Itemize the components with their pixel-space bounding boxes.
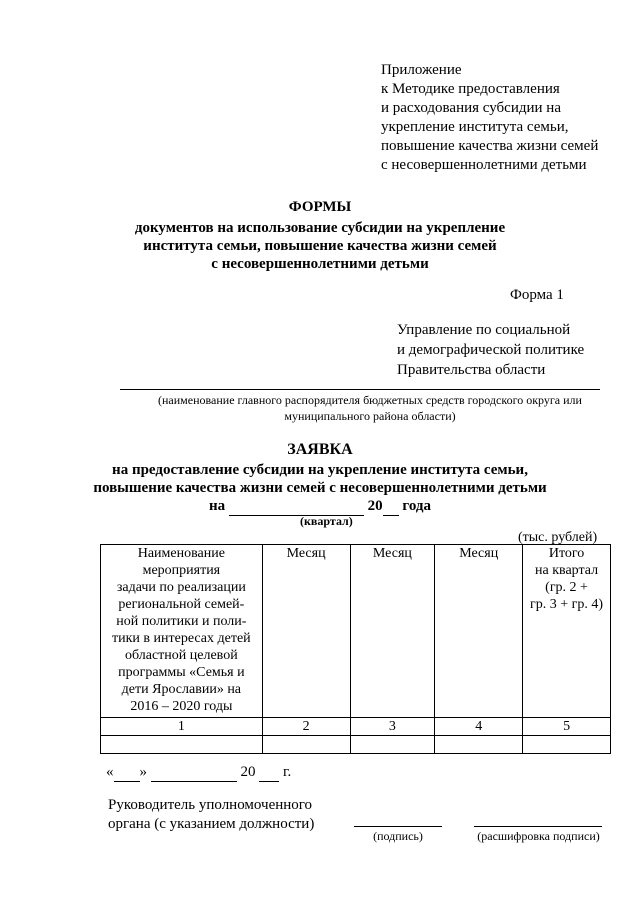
addressee-line: Управление по социальной xyxy=(397,322,571,338)
date-year-blank[interactable] xyxy=(259,764,279,782)
addressee-line: и демографической политике xyxy=(397,342,585,358)
appendix-block xyxy=(381,61,598,175)
table-header-row xyxy=(101,545,611,718)
forms-subtitle xyxy=(0,219,640,273)
application-line: на предоставление субсидии на укрепление института семьи, xyxy=(112,462,528,478)
application-subtitle xyxy=(0,461,640,516)
date-line xyxy=(106,764,291,782)
appendix-line: и расходования субсидии на xyxy=(381,100,561,116)
addressee-block xyxy=(397,320,584,380)
appendix-line: укрепление института семьи, xyxy=(381,119,569,135)
date-year-prefix: 20 xyxy=(240,764,256,780)
header-line: мероприятия xyxy=(142,563,221,578)
column-number-cell: 2 xyxy=(262,718,350,736)
leader-line: органа (с указанием должности) xyxy=(108,816,315,832)
header-cell-month-3 xyxy=(435,545,523,718)
forms-subtitle-line: с несовершеннолетними детьми xyxy=(211,256,429,272)
table-cell-empty[interactable] xyxy=(101,736,263,754)
table-cell-empty[interactable] xyxy=(262,736,350,754)
table-cell-empty[interactable] xyxy=(350,736,435,754)
distributor-caption-line: (наименование главного распорядителя бюджетных средств городского округа или xyxy=(158,393,582,407)
header-line: Наименование xyxy=(137,546,225,561)
application-table xyxy=(100,544,611,754)
addressee-line: Правительства области xyxy=(397,362,546,378)
month-blank[interactable] xyxy=(151,764,237,782)
distributor-caption-line: муниципального района области) xyxy=(284,409,456,423)
table-row xyxy=(101,736,611,754)
signature-line[interactable] xyxy=(354,826,442,827)
header-line: 2016 – 2020 годы xyxy=(130,699,233,714)
header-line: тики в интересах детей xyxy=(112,631,251,646)
header-cell-month-2 xyxy=(350,545,435,718)
leader-block xyxy=(108,796,314,834)
header-cell-month-1 xyxy=(262,545,350,718)
header-cell-name xyxy=(101,545,263,718)
forms-subtitle-line: института семьи, повышение качества жизни семей xyxy=(143,238,497,254)
period-prefix: на xyxy=(209,498,226,514)
signature-caption: (подпись) xyxy=(373,829,423,843)
table-cell-empty[interactable] xyxy=(435,736,523,754)
day-blank[interactable] xyxy=(114,764,140,782)
appendix-line: к Методике предоставления xyxy=(381,81,560,97)
year-blank[interactable] xyxy=(383,497,399,516)
form-number-label: Форма 1 xyxy=(510,287,564,303)
column-number-row xyxy=(101,718,611,736)
header-line: дети Ярославии» на xyxy=(121,682,242,697)
application-line: повышение качества жизни семей с несовершеннолетними детьми xyxy=(93,480,547,496)
appendix-line: с несовершеннолетними детьми xyxy=(381,157,587,173)
date-open-quote: « xyxy=(106,764,114,780)
column-number-cell: 1 xyxy=(101,718,263,736)
header-line: Месяц xyxy=(459,546,499,561)
period-suffix: года xyxy=(402,498,431,514)
decryption-caption: (расшифровка подписи) xyxy=(477,829,600,843)
appendix-line: повышение качества жизни семей xyxy=(381,138,599,154)
quarter-caption: (квартал) xyxy=(300,514,353,528)
header-line: программы «Семья и xyxy=(118,665,245,680)
header-line: Месяц xyxy=(286,546,326,561)
column-number-cell: 3 xyxy=(350,718,435,736)
header-line: Итого xyxy=(548,546,585,561)
distributor-name-line[interactable] xyxy=(120,389,600,390)
date-year-suffix: г. xyxy=(283,764,292,780)
column-number-cell: 5 xyxy=(523,718,611,736)
appendix-line: Приложение xyxy=(381,62,462,78)
leader-line: Руководитель уполномоченного xyxy=(108,797,313,813)
period-year-prefix: 20 xyxy=(367,498,383,514)
units-label: (тыс. рублей) xyxy=(518,530,598,545)
decryption-line[interactable] xyxy=(474,826,602,827)
header-line: гр. 3 + гр. 4) xyxy=(530,597,604,612)
header-line: задачи по реализации xyxy=(116,580,246,595)
header-line: (гр. 2 + xyxy=(545,580,588,595)
table-cell-empty[interactable] xyxy=(523,736,611,754)
header-cell-total xyxy=(523,545,611,718)
date-close-quote: » xyxy=(139,764,147,780)
header-line: ной политики и поли- xyxy=(116,614,247,629)
forms-subtitle-line: документов на использование субсидии на укрепление xyxy=(134,220,506,236)
application-title: ЗАЯВКА xyxy=(287,441,353,458)
header-line: Месяц xyxy=(372,546,412,561)
forms-title: ФОРМЫ xyxy=(288,199,352,215)
column-number-cell: 4 xyxy=(435,718,523,736)
header-line: на квартал xyxy=(535,563,599,578)
header-line: региональной семей- xyxy=(118,597,245,612)
distributor-caption xyxy=(120,392,620,424)
header-line: областной целевой xyxy=(124,648,238,663)
